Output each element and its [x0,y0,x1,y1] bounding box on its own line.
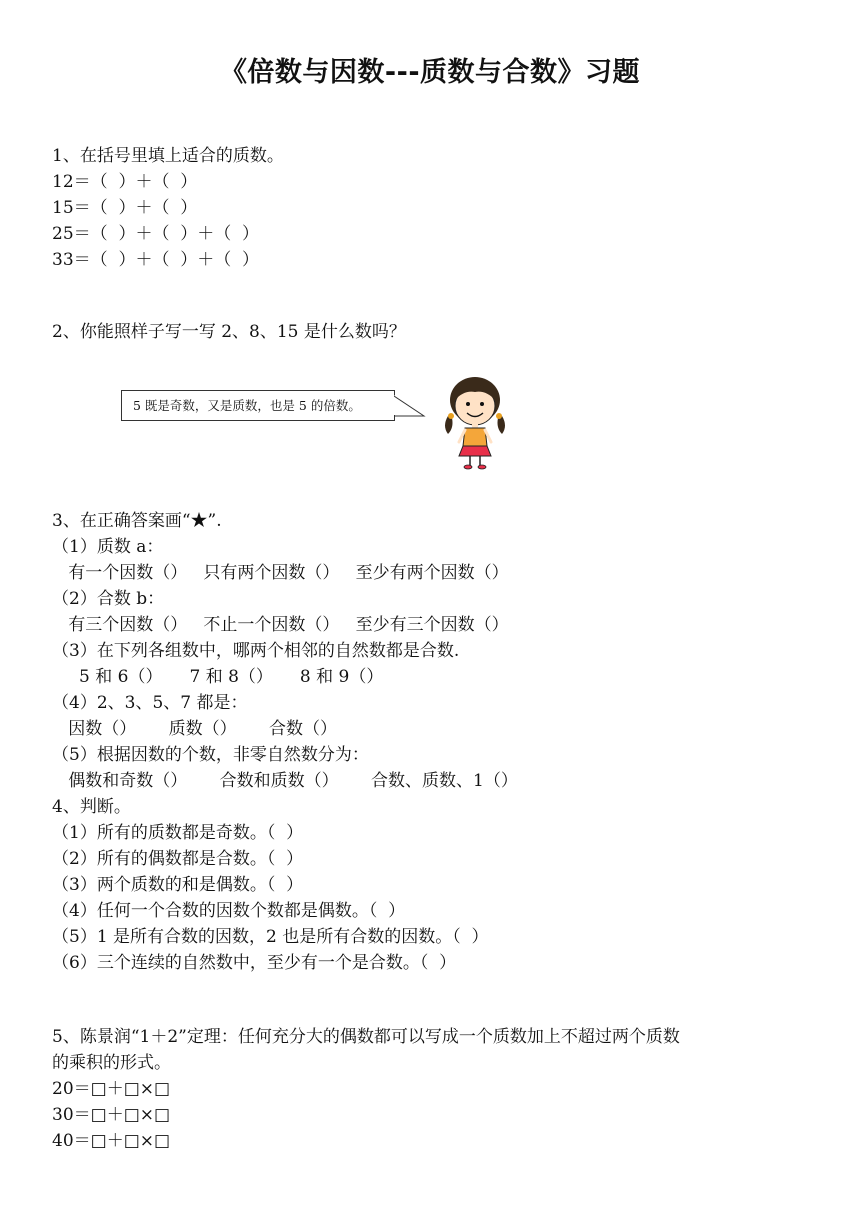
speech-bubble: 5 既是奇数，又是质数，也是 5 的倍数。 [121,390,395,421]
q3-line-2: 有一个因数（） 只有两个因数（） 至少有两个因数（） [52,563,509,583]
q3-line-5: （3）在下列各组数中，哪两个相邻的自然数都是合数. [52,641,460,661]
q4-line-4: （4）任何一个合数的因数个数都是偶数。（ ） [52,901,406,921]
q1-line-2: 15＝（ ）＋（ ） [52,198,198,218]
q2-prompt: 2、你能照样子写一写 2、8、15 是什么数吗？ [52,322,406,342]
q5-prompt-line-2: 的乘积的形式。 [52,1053,171,1073]
q3-prompt: 3、在正确答案画“★”. [52,511,222,531]
q5-line-1: 20＝□＋□×□ [52,1079,171,1099]
q3-line-9: （5）根据因数的个数，非零自然数分为： [52,745,369,765]
q5-line-2: 30＝□＋□×□ [52,1105,171,1125]
q1-line-1: 12＝（ ）＋（ ） [52,172,198,192]
q4-line-5: （5）1 是所有合数的因数，2 也是所有合数的因数。（ ） [52,927,489,947]
q3-line-6: 5 和 6（） 7 和 8（） 8 和 9（） [52,667,384,687]
q4-line-2: （2）所有的偶数都是合数。（ ） [52,849,304,869]
q4-line-6: （6）三个连续的自然数中，至少有一个是合数。（ ） [52,953,457,973]
q1-line-3: 25＝（ ）＋（ ）＋（ ） [52,224,260,244]
q3-line-1: （1）质数 a： [52,537,164,557]
girl-illustration-icon [440,376,510,472]
q4-line-3: （3）两个质数的和是偶数。（ ） [52,875,304,895]
q1-line-4: 33＝（ ）＋（ ）＋（ ） [52,250,260,270]
speech-bubble-tail [394,395,428,417]
q4-prompt: 4、判断。 [52,797,131,817]
q1-prompt: 1、在括号里填上适合的质数。 [52,146,284,166]
q3-line-10: 偶数和奇数（） 合数和质数（） 合数、质数、1（） [52,771,518,791]
page-title: 《倍数与因数---质数与合数》习题 [219,57,641,88]
q3-line-8: 因数（） 质数（） 合数（） [52,719,338,739]
q3-line-4: 有三个因数（） 不止一个因数（） 至少有三个因数（） [52,615,509,635]
q5-prompt-line-1: 5、陈景润“1＋2”定理：任何充分大的偶数都可以写成一个质数加上不超过两个质数 [52,1027,680,1047]
q5-line-3: 40＝□＋□×□ [52,1131,171,1151]
q4-line-1: （1）所有的质数都是奇数。（ ） [52,823,304,843]
q3-line-7: （4）2、3、5、7 都是： [52,693,248,713]
q3-line-3: （2）合数 b： [52,589,165,609]
